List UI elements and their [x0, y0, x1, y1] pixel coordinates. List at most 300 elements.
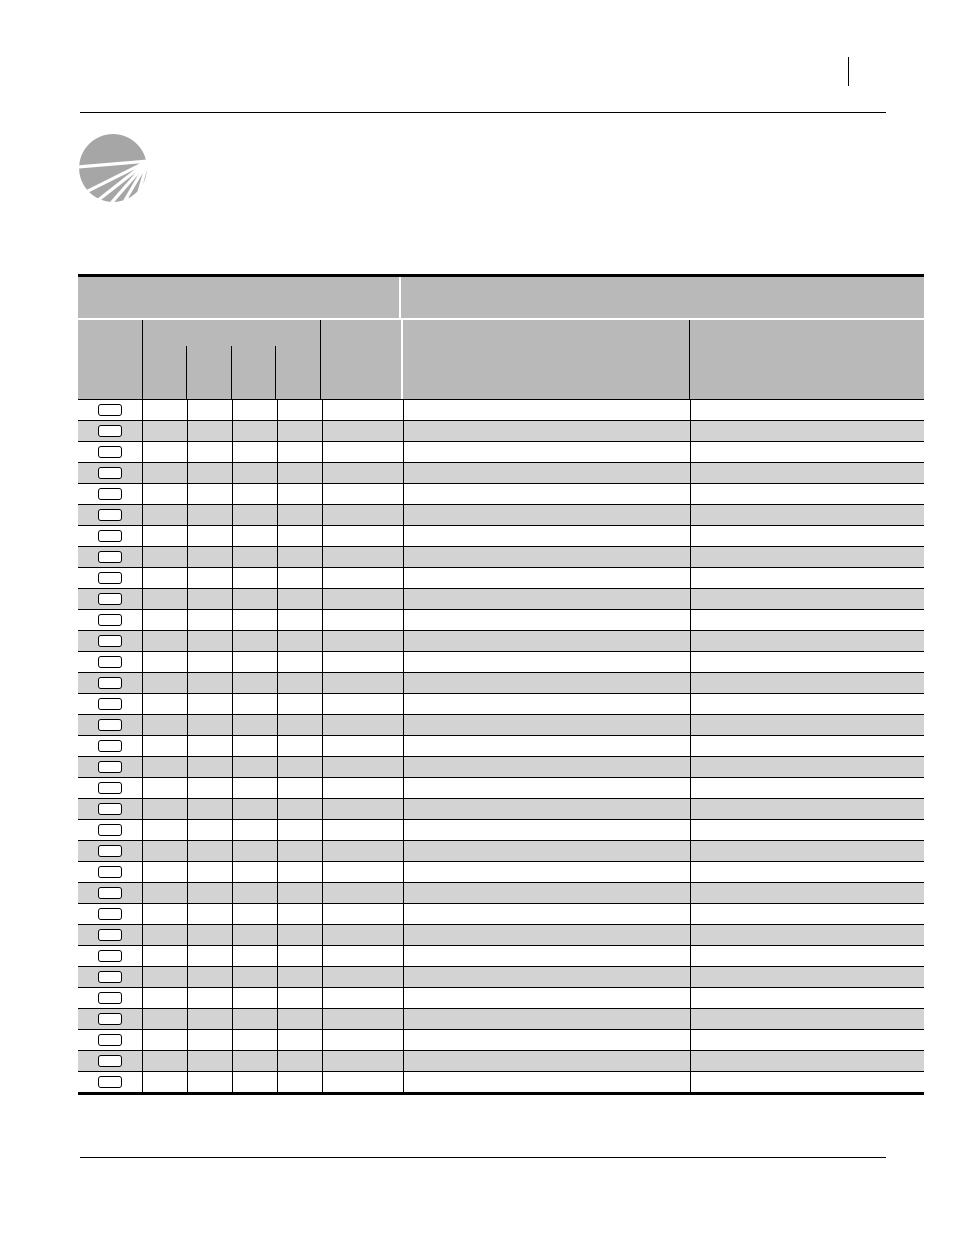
table-cell: [277, 610, 322, 630]
table-cell: [187, 652, 232, 672]
table-row: [78, 526, 924, 547]
table-cell: [277, 505, 322, 525]
table-cell: [690, 904, 924, 924]
table-cell: [690, 946, 924, 966]
table-row: [78, 484, 924, 505]
row-checkbox[interactable]: [98, 824, 122, 836]
table-cell: [232, 841, 277, 861]
row-checkbox[interactable]: [98, 761, 122, 773]
header-cell-check: [78, 320, 142, 399]
table-cell: [277, 631, 322, 651]
table-cell: [277, 715, 322, 735]
table-cell: [322, 883, 403, 903]
table-cell: [403, 484, 690, 504]
table-cell: [277, 946, 322, 966]
table-cell: [232, 778, 277, 798]
table-cell: [232, 1051, 277, 1071]
footer-rule: [80, 1157, 886, 1158]
table-cell: [277, 463, 322, 483]
table-cell: [690, 652, 924, 672]
table-cell: [690, 505, 924, 525]
table-cell: [403, 652, 690, 672]
row-checkbox[interactable]: [98, 887, 122, 899]
table-cell: [322, 568, 403, 588]
table-bottom-rule: [78, 1092, 924, 1095]
table-cell: [322, 988, 403, 1008]
table-cell: [232, 463, 277, 483]
table-cell: [322, 820, 403, 840]
table-cell: [187, 841, 232, 861]
table-cell: [142, 1051, 187, 1071]
table-cell: [322, 547, 403, 567]
row-checkbox[interactable]: [98, 1076, 122, 1088]
row-checkbox[interactable]: [98, 635, 122, 647]
table-cell: [322, 673, 403, 693]
table-cell: [277, 589, 322, 609]
table-cell: [232, 1030, 277, 1050]
table-cell: [403, 547, 690, 567]
table-cell: [690, 757, 924, 777]
table-cell: [322, 610, 403, 630]
table-row: [78, 589, 924, 610]
table-cell: [403, 526, 690, 546]
header-cell-subcolumns: [142, 320, 320, 399]
table-cell: [232, 820, 277, 840]
table-cell: [690, 820, 924, 840]
table-row: [78, 946, 924, 967]
table-row: [78, 862, 924, 883]
table-cell: [232, 946, 277, 966]
table-cell: [142, 820, 187, 840]
row-checkbox[interactable]: [98, 782, 122, 794]
table-cell: [142, 673, 187, 693]
table-cell: [187, 526, 232, 546]
check-cell: [78, 1072, 142, 1092]
table-cell: [690, 841, 924, 861]
table-cell: [322, 946, 403, 966]
table-cell: [403, 904, 690, 924]
table-cell: [142, 946, 187, 966]
table-cell: [322, 715, 403, 735]
table-cell: [187, 568, 232, 588]
table-cell: [322, 757, 403, 777]
row-checkbox[interactable]: [98, 488, 122, 500]
table-cell: [142, 841, 187, 861]
table-cell: [322, 1030, 403, 1050]
table-cell: [322, 736, 403, 756]
table-cell: [322, 631, 403, 651]
table-cell: [142, 988, 187, 1008]
table-row: [78, 1072, 924, 1092]
table-cell: [187, 1009, 232, 1029]
check-cell: [78, 841, 142, 861]
table-cell: [403, 988, 690, 1008]
table-cell: [403, 1072, 690, 1092]
table-cell: [403, 631, 690, 651]
check-cell: [78, 505, 142, 525]
table-cell: [403, 673, 690, 693]
table-cell: [403, 841, 690, 861]
table-row: [78, 610, 924, 631]
page-number-divider: [848, 57, 849, 86]
table-cell: [403, 1051, 690, 1071]
check-cell: [78, 925, 142, 945]
table-cell: [690, 1051, 924, 1071]
table-row: [78, 967, 924, 988]
table-cell: [277, 841, 322, 861]
table-cell: [322, 841, 403, 861]
table-cell: [277, 799, 322, 819]
table-cell: [187, 1072, 232, 1092]
check-cell: [78, 1009, 142, 1029]
table-cell: [690, 736, 924, 756]
check-cell: [78, 589, 142, 609]
table-cell: [277, 652, 322, 672]
row-checkbox[interactable]: [98, 719, 122, 731]
table-cell: [403, 568, 690, 588]
row-checkbox[interactable]: [98, 509, 122, 521]
table-cell: [187, 967, 232, 987]
table-row: [78, 883, 924, 904]
row-checkbox[interactable]: [98, 698, 122, 710]
row-checkbox[interactable]: [98, 572, 122, 584]
table-cell: [187, 547, 232, 567]
header-cell-column-7: [401, 320, 689, 399]
row-checkbox[interactable]: [98, 593, 122, 605]
table-cell: [232, 673, 277, 693]
table-cell: [322, 421, 403, 441]
table-cell: [187, 862, 232, 882]
check-cell: [78, 1030, 142, 1050]
table-cell: [690, 1009, 924, 1029]
check-cell: [78, 400, 142, 420]
table-cell: [322, 400, 403, 420]
table-cell: [232, 967, 277, 987]
table-cell: [187, 988, 232, 1008]
table-cell: [187, 631, 232, 651]
table-cell: [142, 547, 187, 567]
table-cell: [322, 862, 403, 882]
table-cell: [403, 883, 690, 903]
table-cell: [232, 757, 277, 777]
table-row: [78, 694, 924, 715]
row-checkbox[interactable]: [98, 971, 122, 983]
table-cell: [403, 463, 690, 483]
table-cell: [142, 442, 187, 462]
table-cell: [277, 442, 322, 462]
check-cell: [78, 757, 142, 777]
table-row: [78, 568, 924, 589]
table-row: [78, 757, 924, 778]
table-cell: [187, 484, 232, 504]
table-cell: [187, 442, 232, 462]
table-cell: [277, 820, 322, 840]
table-cell: [232, 589, 277, 609]
check-cell: [78, 988, 142, 1008]
check-cell: [78, 610, 142, 630]
table-cell: [232, 862, 277, 882]
table-cell: [187, 694, 232, 714]
table-cell: [187, 883, 232, 903]
row-checkbox[interactable]: [98, 1034, 122, 1046]
table-row: [78, 463, 924, 484]
table-cell: [322, 1051, 403, 1071]
checklist-table: [78, 274, 924, 1095]
table-cell: [232, 610, 277, 630]
table-cell: [232, 1072, 277, 1092]
header-cell-column-8: [689, 320, 924, 399]
table-cell: [232, 715, 277, 735]
table-cell: [232, 421, 277, 441]
row-checkbox[interactable]: [98, 866, 122, 878]
table-cell: [690, 610, 924, 630]
row-checkbox[interactable]: [98, 1013, 122, 1025]
table-cell: [142, 1009, 187, 1029]
table-cell: [322, 925, 403, 945]
table-cell: [322, 442, 403, 462]
table-cell: [690, 799, 924, 819]
table-cell: [277, 694, 322, 714]
table-cell: [690, 568, 924, 588]
table-cell: [187, 1030, 232, 1050]
row-checkbox[interactable]: [98, 929, 122, 941]
check-cell: [78, 442, 142, 462]
table-cell: [142, 589, 187, 609]
table-row: [78, 421, 924, 442]
table-row: [78, 778, 924, 799]
table-cell: [142, 925, 187, 945]
table-cell: [142, 1030, 187, 1050]
table-cell: [187, 820, 232, 840]
table-cell: [277, 421, 322, 441]
table-cell: [277, 925, 322, 945]
row-checkbox[interactable]: [98, 950, 122, 962]
table-cell: [690, 547, 924, 567]
table-cell: [322, 526, 403, 546]
table-cell: [322, 1009, 403, 1029]
table-cell: [232, 799, 277, 819]
table-header-group-row: [78, 277, 924, 318]
table-row: [78, 400, 924, 421]
table-cell: [187, 400, 232, 420]
table-cell: [232, 484, 277, 504]
table-cell: [690, 631, 924, 651]
table-row: [78, 820, 924, 841]
table-body: [78, 399, 924, 1092]
table-cell: [277, 1072, 322, 1092]
table-cell: [232, 988, 277, 1008]
table-cell: [232, 631, 277, 651]
table-cell: [322, 463, 403, 483]
table-cell: [277, 484, 322, 504]
table-cell: [232, 526, 277, 546]
check-cell: [78, 862, 142, 882]
table-cell: [690, 1030, 924, 1050]
check-cell: [78, 631, 142, 651]
table-cell: [232, 904, 277, 924]
table-cell: [690, 400, 924, 420]
table-cell: [403, 1009, 690, 1029]
row-checkbox[interactable]: [98, 551, 122, 563]
table-cell: [187, 736, 232, 756]
table-cell: [277, 967, 322, 987]
table-cell: [232, 505, 277, 525]
table-cell: [403, 799, 690, 819]
check-cell: [78, 652, 142, 672]
row-checkbox[interactable]: [98, 740, 122, 752]
table-row: [78, 715, 924, 736]
table-cell: [403, 610, 690, 630]
row-checkbox[interactable]: [98, 404, 122, 416]
table-cell: [277, 883, 322, 903]
row-checkbox[interactable]: [98, 992, 122, 1004]
table-cell: [187, 715, 232, 735]
table-cell: [322, 484, 403, 504]
check-cell: [78, 673, 142, 693]
table-row: [78, 1051, 924, 1072]
table-row: [78, 736, 924, 757]
table-cell: [277, 988, 322, 1008]
table-cell: [403, 442, 690, 462]
table-cell: [322, 1072, 403, 1092]
table-cell: [232, 1009, 277, 1029]
table-cell: [142, 526, 187, 546]
table-cell: [232, 442, 277, 462]
table-cell: [142, 610, 187, 630]
row-checkbox[interactable]: [98, 614, 122, 626]
row-checkbox[interactable]: [98, 1055, 122, 1067]
table-row: [78, 1009, 924, 1030]
table-row: [78, 799, 924, 820]
table-cell: [403, 694, 690, 714]
table-cell: [690, 442, 924, 462]
check-cell: [78, 1051, 142, 1071]
table-cell: [187, 673, 232, 693]
table-cell: [690, 694, 924, 714]
table-cell: [232, 925, 277, 945]
header-cell-column-6: [320, 320, 401, 399]
table-cell: [690, 673, 924, 693]
header-group-right: [399, 277, 924, 318]
table-cell: [403, 757, 690, 777]
table-cell: [322, 505, 403, 525]
check-cell: [78, 883, 142, 903]
table-cell: [690, 715, 924, 735]
row-checkbox[interactable]: [98, 530, 122, 542]
table-cell: [232, 400, 277, 420]
table-cell: [232, 652, 277, 672]
table-cell: [187, 421, 232, 441]
row-checkbox[interactable]: [98, 677, 122, 689]
table-cell: [403, 946, 690, 966]
table-cell: [690, 778, 924, 798]
table-cell: [142, 463, 187, 483]
table-cell: [403, 862, 690, 882]
table-cell: [403, 778, 690, 798]
table-cell: [187, 610, 232, 630]
table-cell: [277, 1030, 322, 1050]
table-cell: [322, 967, 403, 987]
check-cell: [78, 799, 142, 819]
table-row: [78, 442, 924, 463]
row-checkbox[interactable]: [98, 845, 122, 857]
table-row: [78, 988, 924, 1009]
table-cell: [403, 820, 690, 840]
check-cell: [78, 568, 142, 588]
table-cell: [142, 484, 187, 504]
check-cell: [78, 820, 142, 840]
table-cell: [403, 736, 690, 756]
table-cell: [690, 967, 924, 987]
row-checkbox[interactable]: [98, 467, 122, 479]
table-row: [78, 547, 924, 568]
table-cell: [187, 778, 232, 798]
check-cell: [78, 694, 142, 714]
table-cell: [142, 883, 187, 903]
check-cell: [78, 421, 142, 441]
table-cell: [232, 547, 277, 567]
table-cell: [187, 904, 232, 924]
table-cell: [322, 799, 403, 819]
table-cell: [187, 925, 232, 945]
table-cell: [142, 736, 187, 756]
table-cell: [403, 400, 690, 420]
row-checkbox[interactable]: [98, 446, 122, 458]
row-checkbox[interactable]: [98, 803, 122, 815]
table-cell: [690, 421, 924, 441]
check-cell: [78, 484, 142, 504]
table-cell: [187, 946, 232, 966]
row-checkbox[interactable]: [98, 425, 122, 437]
table-cell: [322, 589, 403, 609]
check-cell: [78, 778, 142, 798]
table-row: [78, 673, 924, 694]
table-cell: [277, 1051, 322, 1071]
table-cell: [690, 925, 924, 945]
table-cell: [142, 778, 187, 798]
table-cell: [690, 988, 924, 1008]
table-cell: [277, 778, 322, 798]
table-cell: [142, 694, 187, 714]
table-cell: [690, 883, 924, 903]
table-cell: [142, 505, 187, 525]
table-row: [78, 631, 924, 652]
table-cell: [142, 757, 187, 777]
table-cell: [142, 568, 187, 588]
table-cell: [277, 1009, 322, 1029]
table-cell: [322, 694, 403, 714]
table-row: [78, 841, 924, 862]
table-cell: [187, 757, 232, 777]
table-cell: [232, 883, 277, 903]
row-checkbox[interactable]: [98, 908, 122, 920]
header-group-left: [78, 277, 399, 318]
table-cell: [142, 799, 187, 819]
table-cell: [322, 904, 403, 924]
table-cell: [142, 904, 187, 924]
table-cell: [277, 400, 322, 420]
check-cell: [78, 946, 142, 966]
table-cell: [690, 484, 924, 504]
table-cell: [142, 967, 187, 987]
table-cell: [690, 589, 924, 609]
table-row: [78, 925, 924, 946]
row-checkbox[interactable]: [98, 656, 122, 668]
table-cell: [142, 631, 187, 651]
table-cell: [403, 589, 690, 609]
table-cell: [690, 463, 924, 483]
table-cell: [187, 1051, 232, 1071]
